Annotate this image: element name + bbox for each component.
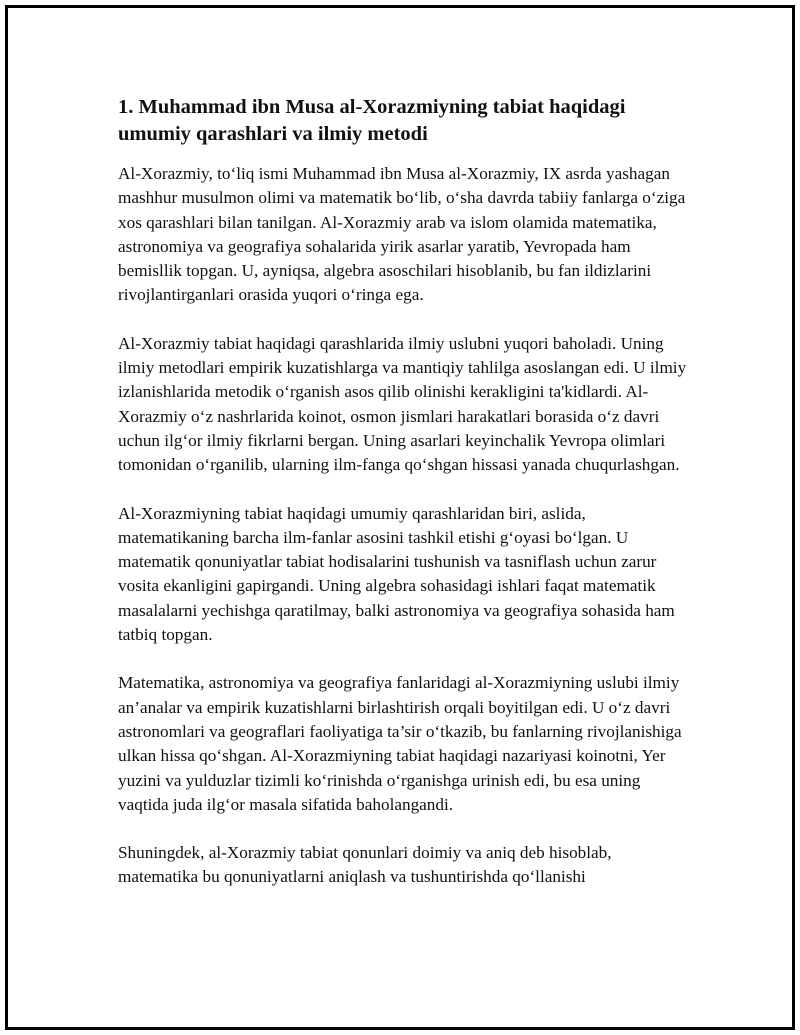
paragraph-5: Shuningdek, al-Xorazmiy tabiat qonunlari doimiy va aniq deb hisoblab, matematika bu qonuniyatlarni aniqlash va tushuntirishda qo‘llanishi <box>118 843 612 887</box>
paragraph-2: Al-Xorazmiy tabiat haqidagi qarashlarida ilmiy uslubni yuqori baholadi. Uning ilmiy metodlari empirik kuzatishlarga va mantiqiy tahlilga asoslangan edi. U ilmiy izlanishlarida metodik o‘rganish asos qilib olinishi kerakligini ta'kidlardi. Al-Xorazmiy o‘z nashrlarida koinot, osmon jismlari harakatlari borasida o‘z davri uchun ilg‘or ilmiy fikrlarni bergan. Uning asarlari keyinchalik Yevropa olimlari tomonidan o‘rganilib, ularning ilm-fanga qo‘shgan hissasi yanada chuqurlashgan. <box>118 333 687 475</box>
paragraph-4: Matematika, astronomiya va geografiya fanlaridagi al-Xorazmiyning uslubi ilmiy an’analar va empirik kuzatishlarni birlashtirish orqali boyitilgan edi. U o‘z davri astronomlari va geograflari faoliyatiga ta’sir o‘tkazib, bu fanlarning rivojlanishiga ulkan hissa qo‘shgan. Al-Xorazmiyning tabiat haqidagi nazariyasi koinotni, Yer yuzini va yulduzlar tizimli ko‘rinishda o‘rganishga urinish edi, bu esa uning vaqtida juda ilg‘or masala sifatida baholangandi. <box>118 673 682 814</box>
document-body <box>118 94 688 914</box>
paragraph-3: Al-Xorazmiyning tabiat haqidagi umumiy qarashlaridan biri, aslida, matematikaning barcha ilm-fanlar asosini tashkil etishi g‘oyasi bo‘lgan. U matematik qonuniyatlar tabiat hodisalarini tushunish va tasniflash uchun zarur vosita ekanligini gapirgandi. Uning algebra sohasidagi ishlari faqat matematik masalalarni yechishga qaratilmay, balki astronomiya va geografiya sohasida ham tatbiq topgan. <box>118 503 675 645</box>
section-heading: 1. Muhammad ibn Musa al-Xorazmiyning tabiat haqidagi umumiy qarashlari va ilmiy metodi <box>118 96 626 145</box>
paragraph-1: Al-Xorazmiy, to‘liq ismi Muhammad ibn Musa al-Xorazmiy, IX asrda yashagan mashhur musulmon olimi va matematik bo‘lib, o‘sha davrda tabiiy fanlarga o‘ziga xos qarashlari bilan tanilgan. Al-Xorazmiy arab va islom olamida matematika, astronomiya va geografiya sohalarida yirik asarlar yaratib, Yevropada ham bemisllik topgan. U, ayniqsa, algebra asoschilari hisoblanib, bu fan ildizlarini rivojlantirganlari orasida yuqori o‘ringa ega. <box>118 164 686 305</box>
